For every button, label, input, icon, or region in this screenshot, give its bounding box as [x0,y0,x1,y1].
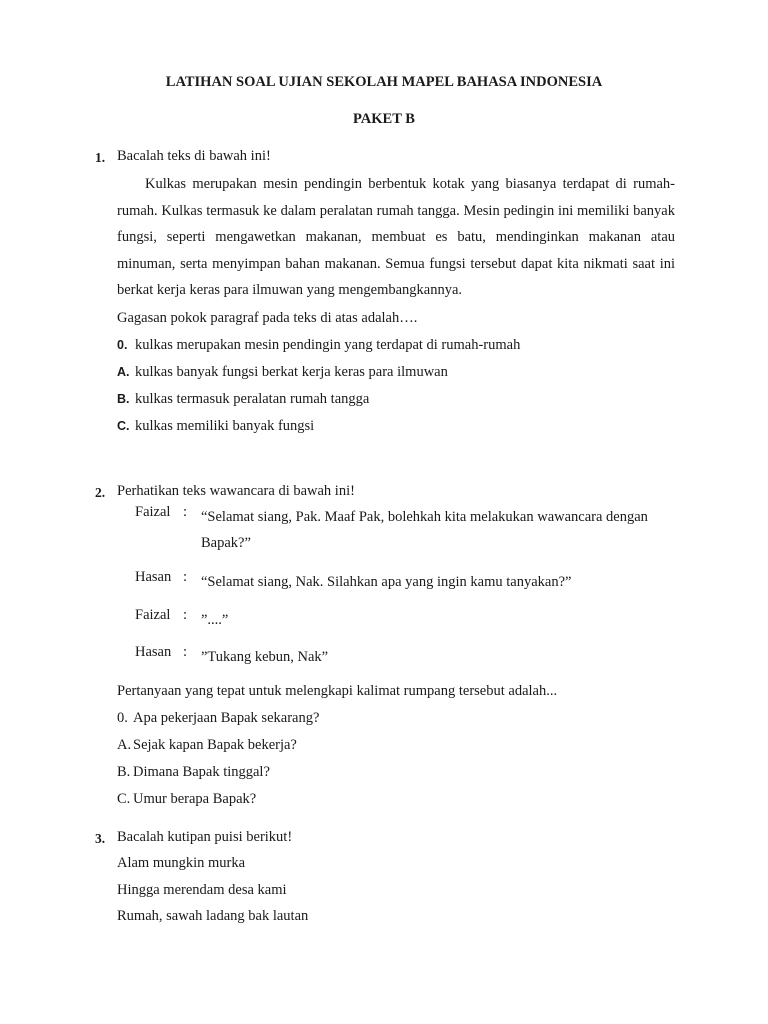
poem-line: Hingga merendam desa kami [117,882,287,898]
option-text: Dimana Bapak tinggal? [133,764,270,780]
option-c[interactable] [117,791,256,808]
question-instruction: Bacalah kutipan puisi berikut! [117,829,293,845]
option-text: Umur berapa Bapak? [133,791,257,807]
option-label: A. [117,365,130,379]
option-b[interactable] [117,764,270,781]
speaker-name: Hasan [135,569,172,585]
option-a[interactable] [117,364,448,381]
option-b[interactable] [117,391,369,408]
dialogue-text: ”Tukang kebun, Nak” [201,649,329,665]
question-prompt: Pertanyaan yang tepat untuk melengkapi kalimat rumpang tersebut adalah... [117,683,558,699]
question-number: 1. [95,150,106,165]
option-label: A. [117,737,132,753]
dialogue-text: “Selamat siang, Pak. Maaf Pak, bolehkah kita melakukan wawancara dengan Bapak?” [201,509,648,551]
option-text: Apa pekerjaan Bapak sekarang? [133,710,320,726]
speaker-colon: : [183,644,188,660]
speaker-colon: : [183,504,188,520]
dialogue-text: ”....” [201,612,229,628]
option-text: kulkas termasuk peralatan rumah tangga [135,391,370,407]
option-0[interactable] [117,710,319,727]
poem-line: Alam mungkin murka [117,855,246,871]
option-text: Sejak kapan Bapak bekerja? [133,737,297,753]
option-label: 0. [117,710,128,726]
question-instruction: Bacalah teks di bawah ini! [117,148,271,164]
question-number: 3. [95,831,106,846]
option-label: C. [117,791,131,807]
option-0[interactable] [117,337,520,354]
option-c[interactable] [117,418,314,435]
paket-label: PAKET B [353,111,415,127]
speaker-colon: : [183,569,188,585]
speaker-colon: : [183,607,188,623]
speaker-name: Faizal [135,504,171,520]
option-label: 0. [117,338,128,352]
question-passage: Kulkas merupakan mesin pendingin berbentuk kotak yang biasanya terdapat di rumah-rumah. Kulkas termasuk ke dalam peralatan rumah tangga. Mesin pedingin ini memiliki banyak fungsi, seperti mengawetkan makanan, membuat es batu, mendinginkan makanan atau minuman, serta menyimpan bahan makanan. Semua fungsi tersebut dapat kita nikmati saat ini berkat kerja keras para ilmuwan yang mengembangkannya. [117,176,675,298]
option-label: B. [117,764,131,780]
option-label: B. [117,392,130,406]
option-text: kulkas memiliki banyak fungsi [135,418,315,434]
dialogue-text: “Selamat siang, Nak. Silahkan apa yang ingin kamu tanyakan?” [201,574,572,590]
question-prompt: Gagasan pokok paragraf pada teks di atas adalah…. [117,310,418,326]
option-text: kulkas banyak fungsi berkat kerja keras para ilmuwan [135,364,448,380]
question-instruction: Perhatikan teks wawancara di bawah ini! [117,483,355,499]
speaker-name: Hasan [135,644,172,660]
option-label: C. [117,419,130,433]
option-a[interactable] [117,737,297,754]
question-number: 2. [95,485,106,500]
poem-line: Rumah, sawah ladang bak lautan [117,908,309,924]
option-text: kulkas merupakan mesin pendingin yang terdapat di rumah-rumah [135,337,521,353]
speaker-name: Faizal [135,607,171,623]
document-title: LATIHAN SOAL UJIAN SEKOLAH MAPEL BAHASA INDONESIA [165,74,603,90]
